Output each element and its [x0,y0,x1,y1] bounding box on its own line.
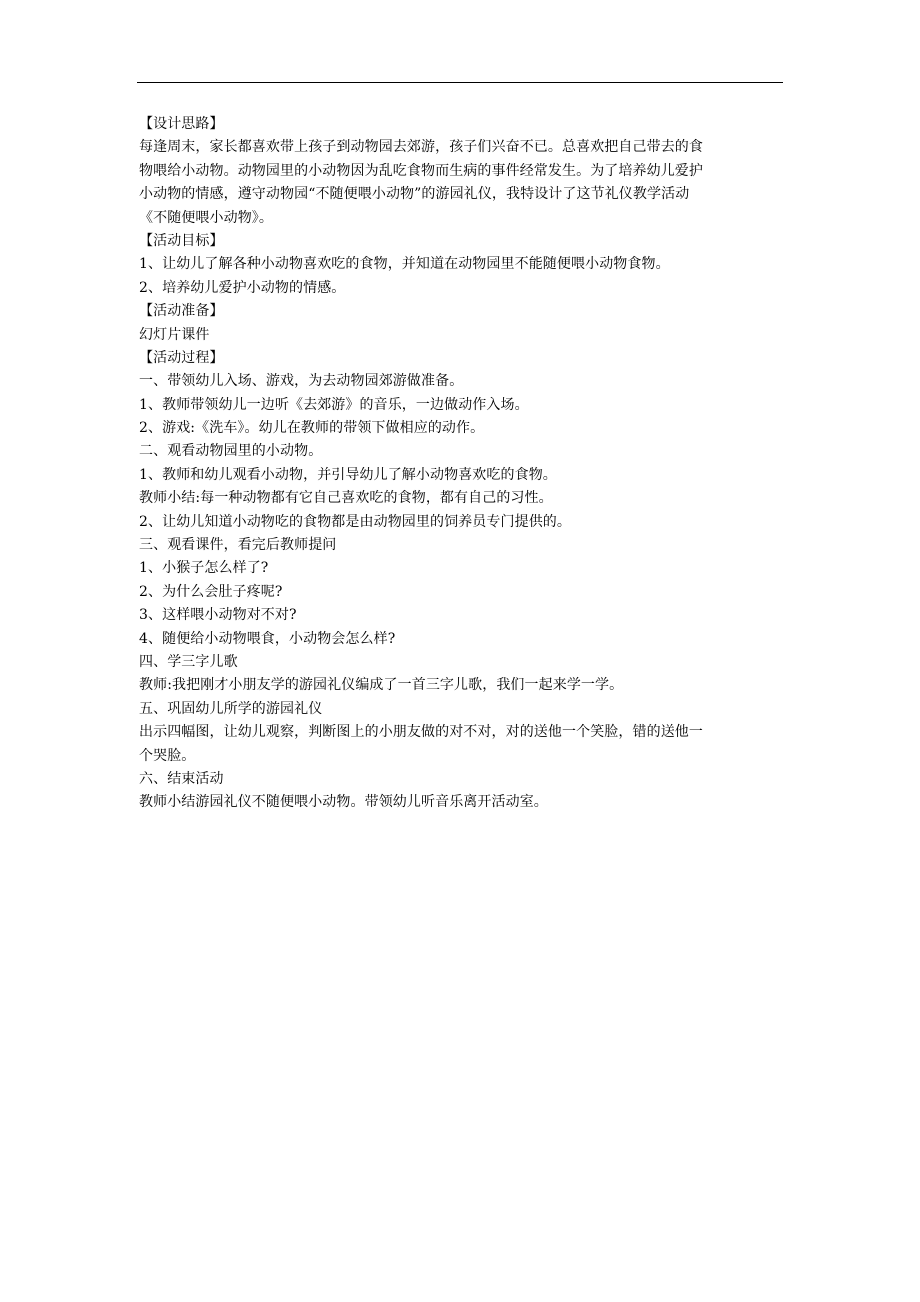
list-item: 1、小猴子怎么样了? [139,560,269,577]
paragraph-line: 教师小结:每一种动物都有它自己喜欢吃的食物，都有自己的习性。 [139,490,553,507]
section-heading-design-idea: 【设计思路】 [139,116,224,132]
list-item: 2、为什么会肚子疼呢? [139,583,283,600]
document-body [139,113,785,815]
step-heading: 二、观看动物园里的小动物。 [139,443,323,460]
step-heading: 六、结束活动 [139,770,224,787]
paragraph-line: 小动物的情感，遵守动物园“不随便喂小动物”的游园礼仪，我特设计了这节礼仪教学活动 [139,186,690,203]
step-heading: 四、学三字儿歌 [139,653,238,670]
section-heading-goals: 【活动目标】 [139,232,224,249]
step-heading: 五、巩固幼儿所学的游园礼仪 [139,700,323,717]
list-item: 1、让幼儿了解各种小动物喜欢吃的食物，并知道在动物园里不能随便喂小动物食物。 [139,256,670,273]
list-item: 2、游戏:《洗车》。幼儿在教师的带领下做相应的动作。 [139,420,485,437]
section-heading-preparation: 【活动准备】 [139,303,224,320]
step-heading: 三、观看课件，看完后教师提问 [139,537,337,554]
list-item: 4、随便给小动物喂食，小动物会怎么样? [139,630,396,647]
paragraph-line: 教师小结游园礼仪不随便喂小动物。带领幼儿听音乐离开活动室。 [139,794,548,811]
header-rule [137,82,783,83]
list-item: 2、让幼儿知道小动物吃的食物都是由动物园里的饲养员专门提供的。 [139,513,572,530]
section-heading-process: 【活动过程】 [139,349,224,366]
list-item: 1、教师带领幼儿一边听《去郊游》的音乐，一边做动作入场。 [139,396,529,413]
paragraph-line: 每逢周末，家长都喜欢带上孩子到动物园去郊游，孩子们兴奋不已。总喜欢把自己带去的食 [139,139,703,156]
paragraph-line: 个哭脸。 [139,747,196,764]
paragraph-line: 出示四幅图，让幼儿观察，判断图上的小朋友做的对不对，对的送他一个笑脸，错的送他一 [139,724,703,741]
list-item: 1、教师和幼儿观看小动物，并引导幼儿了解小动物喜欢吃的食物。 [139,466,557,483]
list-item: 2、培养幼儿爱护小动物的情感。 [139,279,346,296]
step-heading: 一、带领幼儿入场、游戏，为去动物园郊游做准备。 [139,373,464,390]
paragraph-line: 物喂给小动物。动物园里的小动物因为乱吃食物而生病的事件经常发生。为了培养幼儿爱护 [139,162,703,179]
paragraph-line: 幻灯片课件 [139,326,210,343]
paragraph-line: 《不随便喂小动物》。 [139,209,273,226]
list-item: 3、这样喂小动物对不对? [139,607,297,624]
paragraph-line: 教师:我把刚才小朋友学的游园礼仪编成了一首三字儿歌，我们一起来学一学。 [139,677,624,694]
